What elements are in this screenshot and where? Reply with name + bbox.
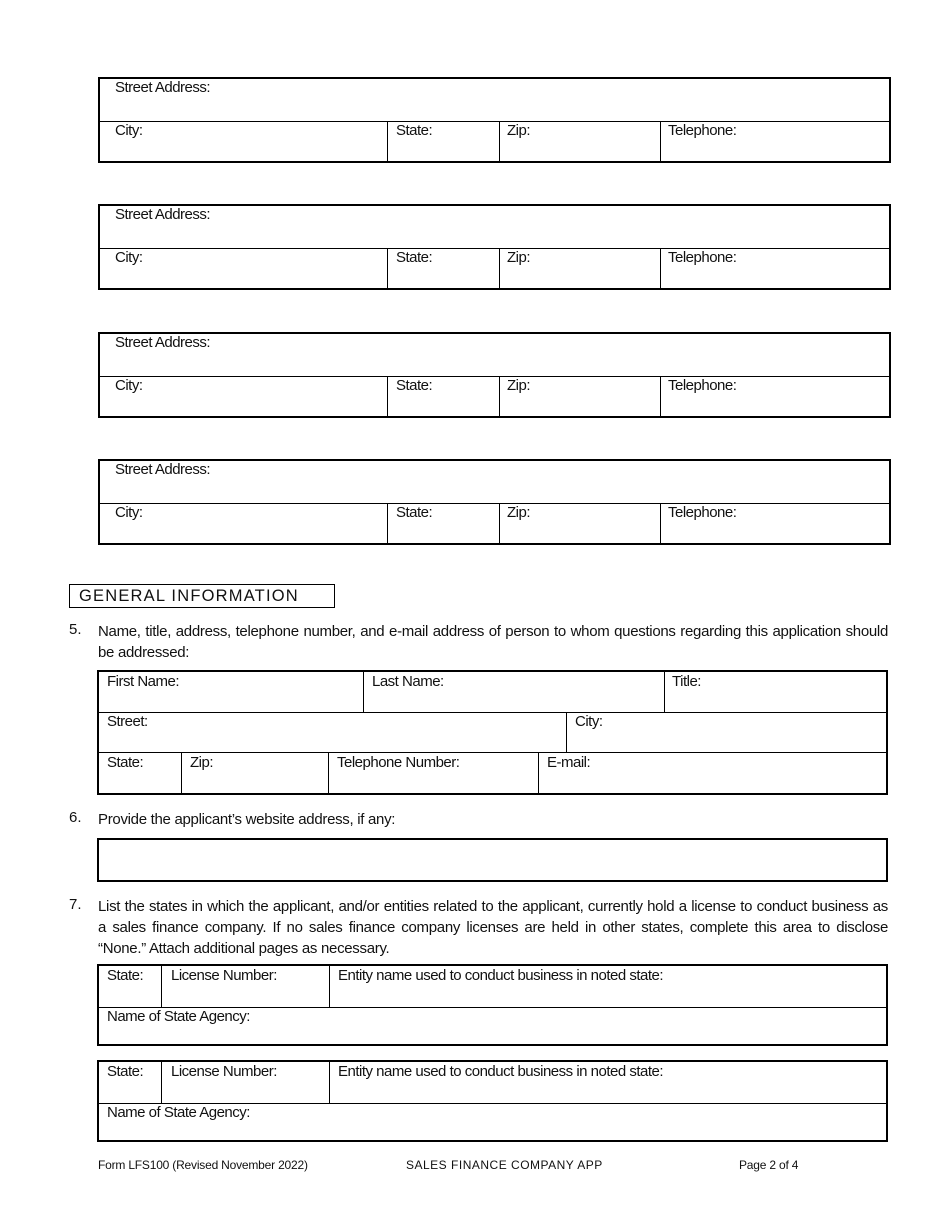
divider [499,376,500,416]
section-title: GENERAL INFORMATION [69,584,335,608]
license-table-1 [97,964,888,1046]
email-label[interactable]: E-mail: [547,754,591,771]
divider [660,121,661,161]
address-block-2 [98,204,891,290]
divider [387,248,388,288]
address-block-3 [98,332,891,418]
state-label[interactable]: State: [396,249,433,266]
divider [328,752,329,793]
divider [100,248,889,249]
zip-label[interactable]: Zip: [507,122,531,139]
divider [499,121,500,161]
zip-label[interactable]: Zip: [507,249,531,266]
entity-name-label[interactable]: Entity name used to conduct business in noted state: [338,967,664,984]
contact-person-table [97,670,888,795]
divider [329,1062,330,1103]
divider [100,503,889,504]
state-label[interactable]: State: [107,754,144,771]
state-label[interactable]: State: [396,122,433,139]
question-7-number: 7. [69,896,82,913]
divider [181,752,182,793]
divider [100,376,889,377]
zip-label[interactable]: Zip: [507,504,531,521]
last-name-label[interactable]: Last Name: [372,673,444,690]
state-label[interactable]: State: [396,377,433,394]
divider [99,712,886,713]
divider [387,376,388,416]
divider [161,966,162,1007]
license-table-2 [97,1060,888,1142]
state-label[interactable]: State: [107,967,144,984]
divider [664,672,665,712]
street-address-field[interactable] [115,79,210,96]
street-label[interactable]: Street: [107,713,148,730]
city-label[interactable]: City: [115,504,143,521]
question-5-text: Name, title, address, telephone number, and e-mail address of person to whom questions regarding this application should be addressed: [98,623,888,661]
divider [387,503,388,543]
divider [499,248,500,288]
zip-label[interactable]: Zip: [190,754,214,771]
entity-name-label[interactable]: Entity name used to conduct business in noted state: [338,1063,664,1080]
telephone-label[interactable]: Telephone: [668,377,737,394]
divider [566,712,567,752]
website-input[interactable] [97,838,888,882]
question-5-number: 5. [69,621,82,638]
street-address-label[interactable]: Street Address: [115,334,211,351]
state-label[interactable]: State: [107,1063,144,1080]
telephone-label[interactable]: Telephone: [668,504,737,521]
telephone-number-label[interactable]: Telephone Number: [337,754,460,771]
divider [363,672,364,712]
footer-title: SALES FINANCE COMPANY APP [406,1158,603,1172]
state-agency-label[interactable]: Name of State Agency: [107,1104,250,1121]
license-number-label[interactable]: License Number: [171,967,277,984]
state-agency-label[interactable]: Name of State Agency: [107,1008,250,1025]
telephone-label[interactable]: Telephone: [668,249,737,266]
question-6-text: Provide the applicant’s website address, if any: [98,811,396,828]
divider [329,966,330,1007]
divider [161,1062,162,1103]
divider [387,121,388,161]
street-address-label[interactable]: Street Address: [115,461,211,478]
city-label[interactable]: City: [115,249,143,266]
footer-form-id: Form LFS100 (Revised November 2022) [98,1158,308,1172]
telephone-label[interactable]: Telephone: [668,122,737,139]
divider [499,503,500,543]
divider [99,752,886,753]
divider [660,376,661,416]
divider [660,503,661,543]
street-address-label: Street Address: [115,79,211,96]
address-block-1 [98,77,891,163]
city-label[interactable]: City: [575,713,603,730]
first-name-label[interactable]: First Name: [107,673,180,690]
zip-label[interactable]: Zip: [507,377,531,394]
license-number-label[interactable]: License Number: [171,1063,277,1080]
state-label[interactable]: State: [396,504,433,521]
street-address-label[interactable]: Street Address: [115,206,211,223]
question-6-number: 6. [69,809,82,826]
divider [660,248,661,288]
title-label[interactable]: Title: [672,673,701,690]
divider [538,752,539,793]
footer-page-number: Page 2 of 4 [739,1158,799,1172]
question-7-text: List the states in which the applicant, and/or entities related to the applicant, currently hold a license to conduct business as a sales finance company. If no sales finance company licenses are held in other states, complete this area to disclose “None.” Attach additional pages as necessary. [98,898,888,957]
divider [100,121,889,122]
city-label[interactable]: City: [115,377,143,394]
city-label[interactable]: City: [115,122,143,139]
address-block-4 [98,459,891,545]
